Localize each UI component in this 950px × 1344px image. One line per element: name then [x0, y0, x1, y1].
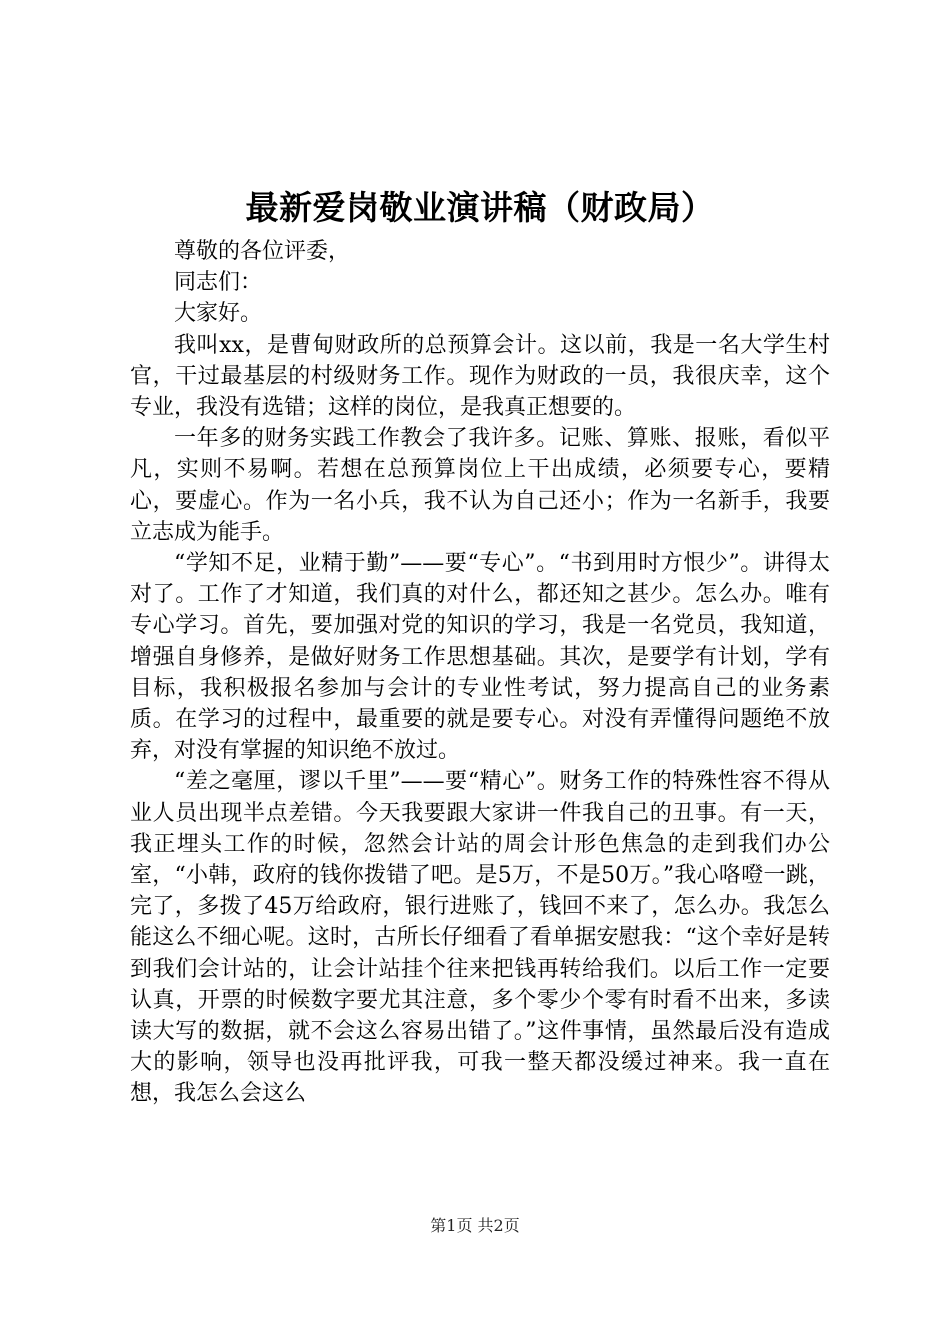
document-title: 最新爱岗敬业演讲稿（财政局）	[245, 188, 715, 227]
body-paragraph: “差之毫厘，谬以千里”——要“精心”。财务工作的特殊性容不得从业人员出现半点差错。今天我要跟大家讲一件我自己的丑事。有一天，我正埋头工作的时候，忽然会计站的周会计形色焦急的走到我们办公室，“小韩，政府的钱你拨错了吧。是5万，不是50万。”我心咯噔一跳，完了，多拨了45万给政府，银行进账了，钱回不来了，怎么办。我怎么能这么不细心呢。这时，古所长仔细看了看单据安慰我：“这个幸好是转到我们会计站的，让会计站挂个往来把钱再转给我们。以后工作一定要认真，开票的时候数字要尤其注意，多个零少个零有时看不出来，多读读大写的数据，就不会这么容易出错了。”这件事情，虽然最后没有造成大的影响，领导也没再批评我，可我一整天都没缓过神来。我一直在想，我怎么会这么	[130, 769, 830, 1107]
body-paragraph: “学知不足，业精于勤”——要“专心”。“书到用时方恨少”。讲得太对了。工作了才知道，我们真的对什么，都还知之甚少。怎么办。唯有专心学习。首先，要加强对党的知识的学习，我是一名党员，我知道，增强自身修养，是做好财务工作思想基础。其次，是要学有计划，学有目标，我积极报名参加与会计的专业性考试，努力提高自己的业务素质。在学习的过程中，最重要的就是要专心。对没有弄懂得问题绝不放弃，对没有掌握的知识绝不放过。	[130, 551, 830, 764]
body-paragraph: 一年多的财务实践工作教会了我许多。记账、算账、报账，看似平凡，实则不易啊。若想在总预算岗位上干出成绩，必须要专心，要精心，要虚心。作为一名小兵，我不认为自己还小；作为一名新手，我要立志成为能手。	[130, 426, 830, 545]
salutation-paragraph: 尊敬的各位评委，	[174, 239, 351, 264]
salutation-paragraph: 同志们：	[174, 270, 263, 296]
greeting-paragraph: 大家好。	[174, 301, 263, 327]
document-body	[130, 150, 830, 1110]
page-footer: 第1页 共2页	[430, 1216, 520, 1235]
body-paragraph: 我叫xx，是曹甸财政所的总预算会计。这以前，我是一名大学生村官，干过最基层的村级财务工作。现作为财政的一员，我很庆幸，这个专业，我没有选错；这样的岗位，是我真正想要的。	[130, 332, 830, 421]
